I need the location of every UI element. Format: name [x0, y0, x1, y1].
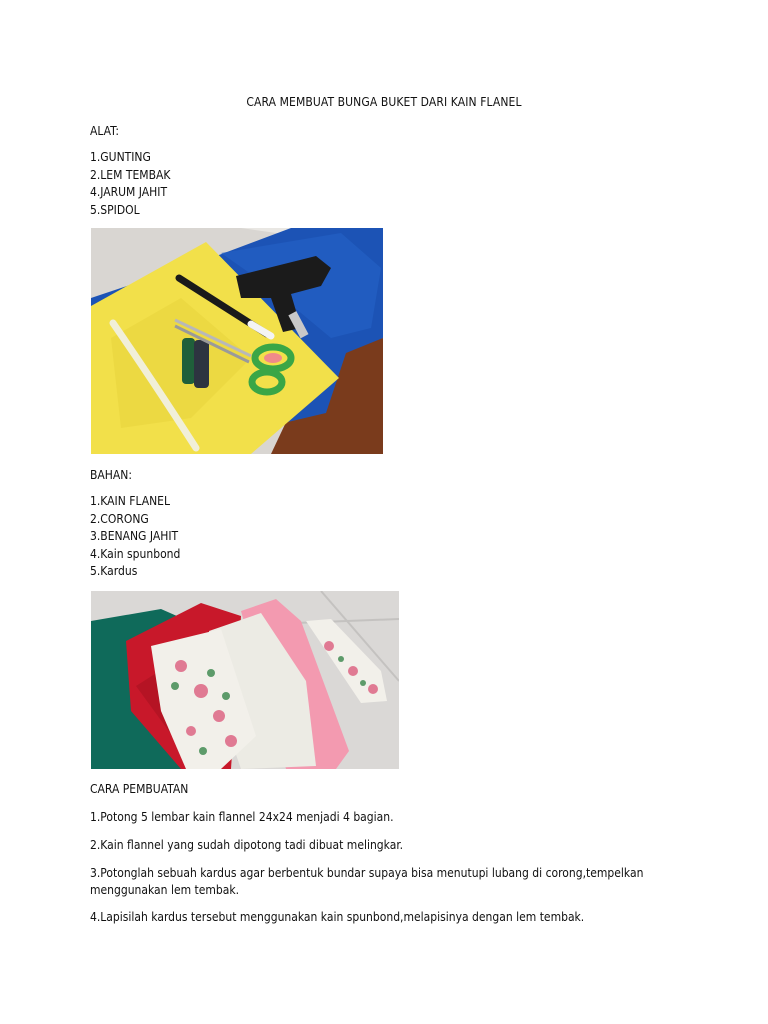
bahan-item: 5.Kardus — [90, 564, 138, 578]
step-paragraph: 2.Kain flannel yang sudah dipotong tadi dibuat melingkar. — [90, 838, 404, 852]
bahan-item: 3.BENANG JAHIT — [90, 529, 179, 543]
bahan-list — [90, 493, 180, 581]
alat-item: 4.JARUM JAHIT — [90, 185, 168, 199]
step-paragraph: 1.Potong 5 lembar kain flannel 24x24 menjadi 4 bagian. — [90, 810, 394, 824]
bahan-heading: BAHAN: — [90, 468, 133, 482]
document-title: CARA MEMBUAT BUNGA BUKET DARI KAIN FLANEL — [246, 95, 522, 109]
bahan-item: 2.CORONG — [90, 511, 149, 526]
alat-item: 2.LEM TEMBAK — [90, 167, 171, 182]
alat-heading: ALAT: — [90, 124, 120, 138]
cara-heading: CARA PEMBUATAN — [90, 782, 189, 796]
alat-item: 1.GUNTING — [90, 150, 151, 164]
bahan-item: 1.KAIN FLANEL — [90, 494, 171, 508]
step-paragraph: 4.Lapisilah kardus tersebut menggunakan kain spunbond,melapisinya dengan lem tembak. — [90, 910, 585, 924]
alat-list — [90, 149, 170, 219]
alat-item: 5.SPIDOL — [90, 202, 140, 217]
tools-photo — [91, 228, 383, 454]
materials-photo — [91, 591, 399, 769]
step-paragraph: 3.Potonglah sebuah kardus agar berbentuk bundar supaya bisa menutupi lubang di corong,tempelkan menggunakan lem tembak. — [90, 866, 644, 897]
bahan-item: 4.Kain spunbond — [90, 546, 181, 561]
